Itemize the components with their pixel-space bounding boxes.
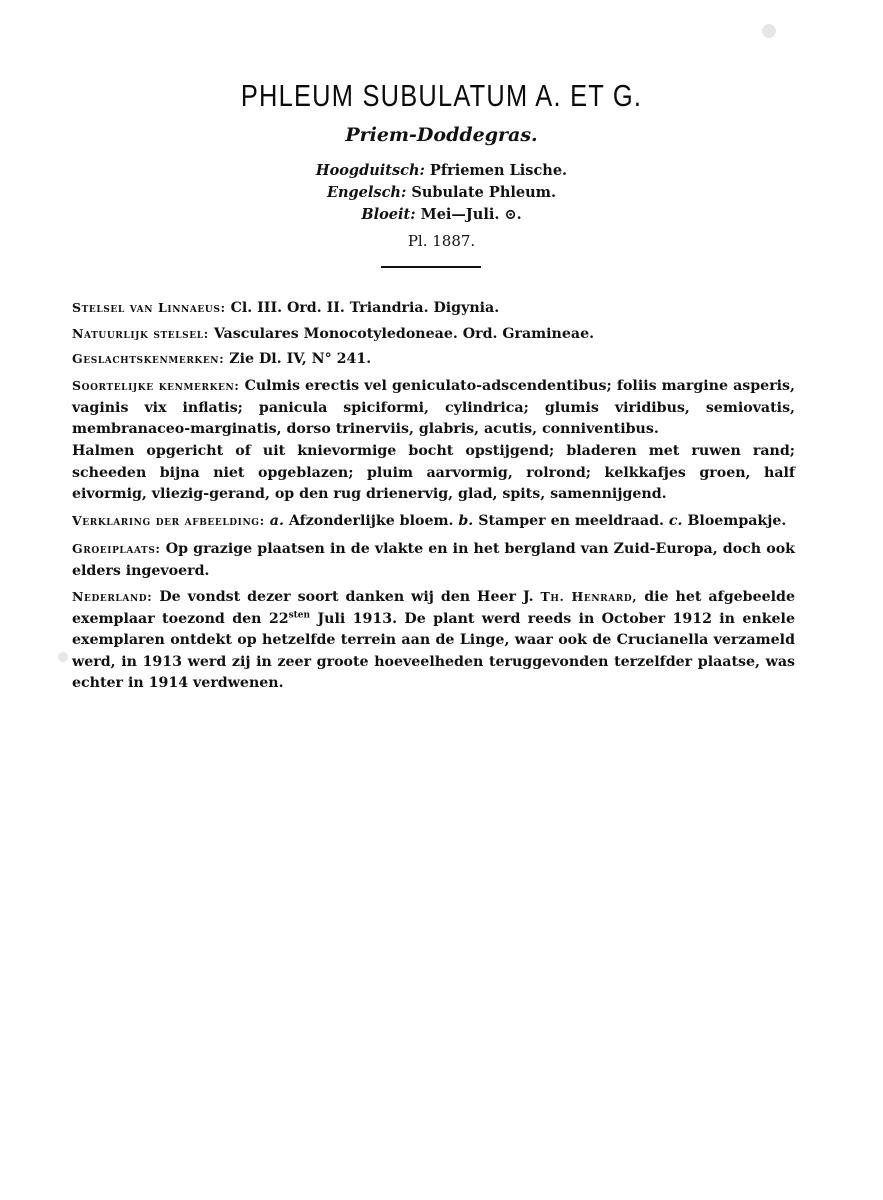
natural-text: Vasculares Monocotyledoneae. Ord. Gramineae. xyxy=(213,326,595,342)
nl-text-3: Juli 1913. De plant werd reeds in October 1912 in enkele exemplaren ontdekt op hetzelfde terrein aan de Linge, waar ook de Crucianella verzameld werd, in 1913 werd zij in zeer groote hoeveelheden teruggevonden terzelfder plaatse, was echter in 1914 verdwenen. xyxy=(72,610,795,692)
figure-explanation xyxy=(72,510,795,533)
linnaeus-text: Cl. III. Ord. II. Triandria. Digynia. xyxy=(230,300,500,316)
nl-superscript: sten xyxy=(288,609,311,620)
figure-c-text: Bloempakje. xyxy=(687,513,787,529)
dutch-name: Priem-Doddegras. xyxy=(345,124,538,146)
figure-a-text: Afzonderlijke bloem. xyxy=(288,513,454,529)
paper-speck xyxy=(762,24,776,38)
english-label: Engelsch: xyxy=(326,184,407,201)
species-text: Culmis erectis vel geniculato-adscendentibus; foliis margine asperis, vaginis vix inflatis; panicula spiciformi, cylindrica; glumis viridibus, semiovatis, membranaceo-marginatis, dorso trinerviis, glabris, acutis, conniventibus. xyxy=(72,378,795,438)
german-label: Hoogduitsch: xyxy=(315,162,425,179)
genus-characters xyxy=(72,348,795,371)
plate-number: Pl. 1887. xyxy=(407,232,476,250)
description-text: Halmen opgericht of uit knievormige bocht opstijgend; bladeren met ruwen rand; scheeden bijna niet opgeblazen; pluim aarvormig, rolrond; kelkkafjes groen, half eivormig, vliezig-gerand, op den rug drienervig, glad, spits, samennijgend. xyxy=(72,443,795,503)
genus-label: Geslachtskenmerken: xyxy=(72,351,225,366)
english-name-line xyxy=(0,184,883,201)
bloom-value: Mei—Juli. ⊙. xyxy=(420,206,522,223)
linnaeus-system xyxy=(72,297,795,320)
english-value: Subulate Phleum. xyxy=(411,184,557,201)
natural-system xyxy=(72,323,795,346)
paper-speck xyxy=(58,652,68,662)
bloom-label: Bloeit: xyxy=(361,206,416,223)
linnaeus-label: Stelsel van Linnaeus: xyxy=(72,300,226,315)
figure-label: Verklaring der afbeelding: xyxy=(72,513,265,528)
netherlands-record xyxy=(72,586,795,695)
german-name-line xyxy=(0,162,883,179)
page-title: PHLEUM SUBULATUM A. ET G. xyxy=(240,78,643,113)
bloom-line xyxy=(0,206,883,223)
habitat-text: Op grazige plaatsen in de vlakte en in het bergland van Zuid-Europa, doch ook elders ingevoerd. xyxy=(72,541,795,579)
nl-text-1: De vondst dezer soort danken wij den Heer J. xyxy=(159,589,534,605)
habitat xyxy=(72,538,795,582)
genus-text: Zie Dl. IV, N° 241. xyxy=(229,351,372,367)
species-characters xyxy=(72,375,795,441)
figure-b-text: Stamper en meeldraad. xyxy=(478,513,664,529)
divider-rule xyxy=(381,266,481,268)
figure-c-letter: c. xyxy=(668,513,683,529)
dutch-description xyxy=(72,441,795,506)
figure-a-letter: a. xyxy=(269,513,284,529)
nl-person: Th. Henrard, xyxy=(540,589,638,604)
figure-b-letter: b. xyxy=(458,513,474,529)
nl-label: Nederland: xyxy=(72,589,153,604)
species-label: Soortelijke kenmerken: xyxy=(72,378,240,393)
habitat-label: Groeiplaats: xyxy=(72,541,161,556)
german-value: Pfriemen Lische. xyxy=(429,162,568,179)
natural-label: Natuurlijk stelsel: xyxy=(72,326,209,341)
nl-text-2: die het afgebeelde exemplaar toezond den 22 xyxy=(72,589,795,627)
